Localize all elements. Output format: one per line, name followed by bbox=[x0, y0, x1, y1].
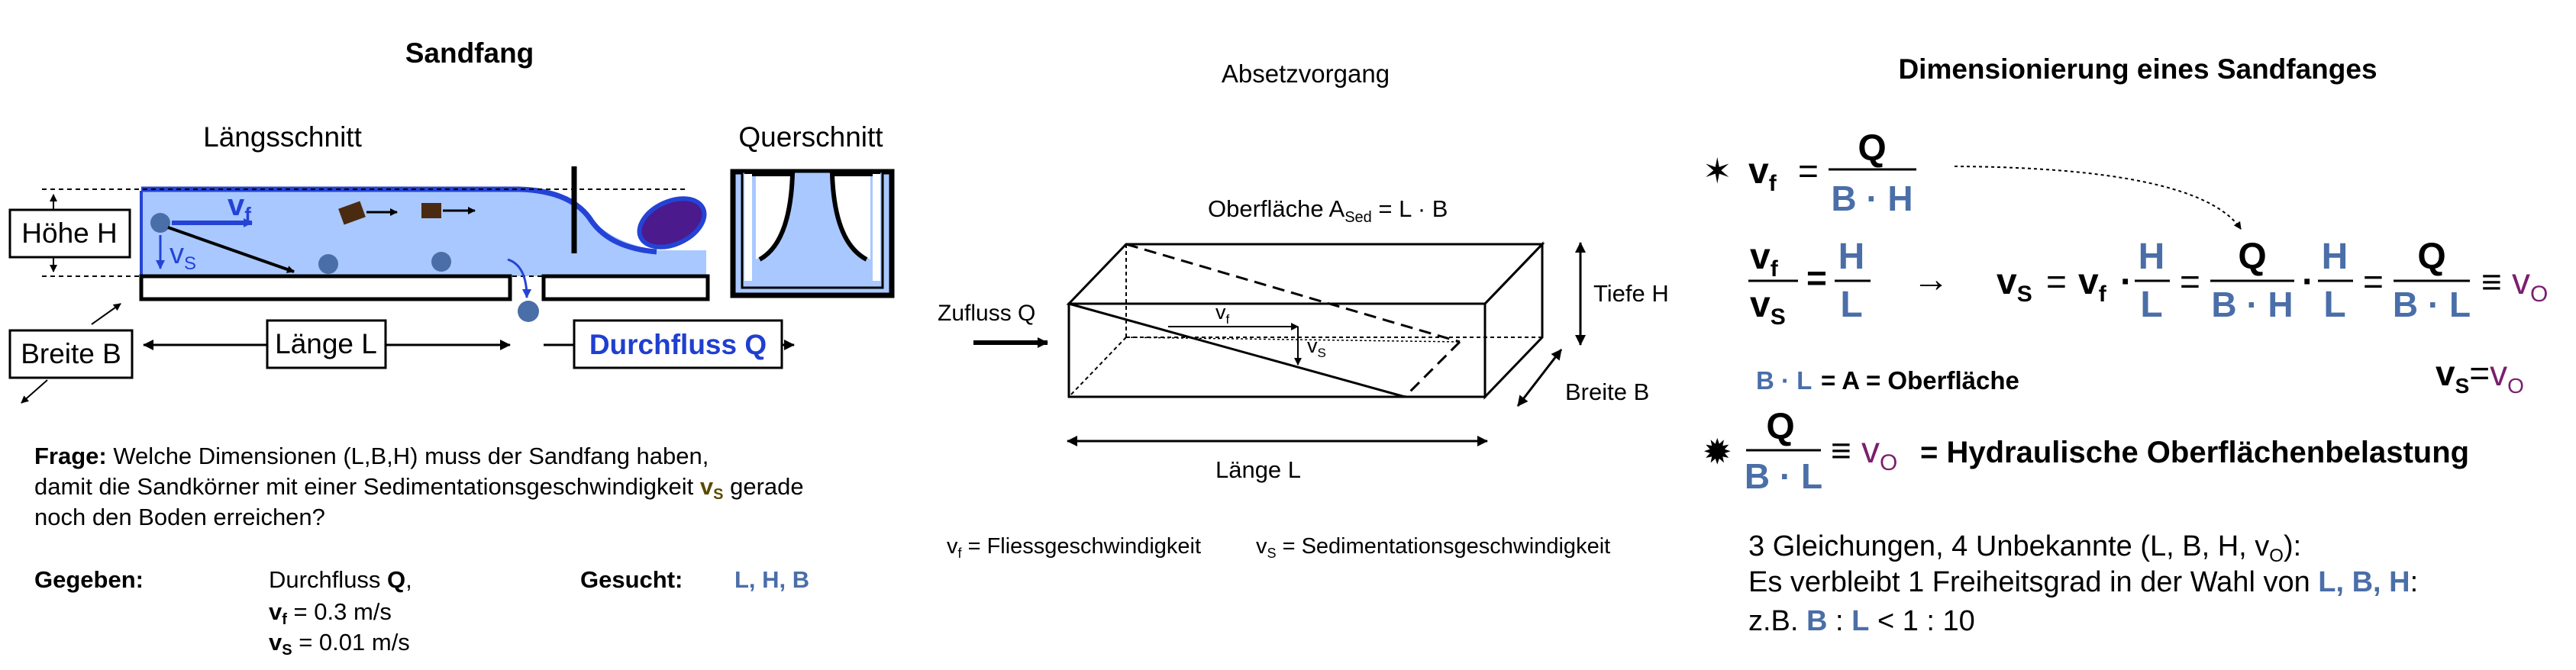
hyd-equiv: ≡ bbox=[1831, 430, 1851, 470]
settling-box bbox=[1069, 244, 1542, 397]
durchfluss-label: Durchfluss Q bbox=[589, 329, 767, 360]
frage-line-1: Frage: Welche Dimensionen (L,B,H) muss der Sandfang haben, bbox=[34, 443, 709, 469]
breite-label: Breite B bbox=[21, 338, 121, 369]
eq-link-curve bbox=[1955, 166, 2241, 229]
particle-4 bbox=[518, 301, 539, 322]
channel-floor-left bbox=[141, 276, 510, 299]
eq1-lhs: $v_f$ bbox=[1748, 151, 1777, 196]
eq3-eq-3: = bbox=[2363, 262, 2384, 301]
eq3-dot-2: · bbox=[2302, 262, 2314, 302]
freedom-line: Es verbleibt 1 Freiheitsgrad in der Wahl von L, B, H: bbox=[1748, 566, 2419, 598]
eq3-Q-1: Q bbox=[2238, 237, 2267, 277]
frage-line-3: noch den Boden erreichen? bbox=[34, 504, 325, 530]
eq3-L-2: L bbox=[2323, 285, 2346, 325]
middle-panel bbox=[938, 60, 1669, 561]
eq3-H-1: H bbox=[2138, 237, 2165, 277]
vs-equals-vo: $v_S=v_O$ bbox=[2436, 353, 2524, 398]
hyd-BL: B · L bbox=[1744, 456, 1823, 496]
eq3-L-1: L bbox=[2140, 285, 2163, 325]
channel-floor-right bbox=[544, 276, 708, 299]
breite-arrow-up bbox=[92, 304, 121, 324]
area-text: = A = Oberfläche bbox=[1821, 366, 2019, 395]
particle-1 bbox=[150, 213, 170, 233]
eq3-BH: B · H bbox=[2211, 285, 2294, 324]
middle-title: Absetzvorgang bbox=[1221, 60, 1390, 88]
laengsschnitt-label: Längsschnitt bbox=[203, 121, 362, 153]
left-title: Sandfang bbox=[405, 37, 534, 69]
right-panel bbox=[1703, 53, 2548, 637]
left-panel bbox=[10, 37, 892, 659]
zufluss-label: Zufluss Q bbox=[938, 301, 1036, 326]
eq3-eq-1: = bbox=[2046, 262, 2067, 301]
tiefe-label: Tiefe H bbox=[1593, 280, 1669, 307]
frage-line-2: damit die Sandkörner mit einer Sedimentationsgeschwindigkeit vS gerade bbox=[34, 473, 804, 503]
hyd-vo: $v_O$ bbox=[1861, 430, 1898, 475]
eq2-L: L bbox=[1840, 285, 1863, 325]
breite-arrow-box bbox=[1518, 349, 1561, 406]
eq3-dot-1: · bbox=[2120, 262, 2132, 302]
eq3-Q-2: Q bbox=[2417, 237, 2446, 277]
gesucht-label: Gesucht: bbox=[580, 566, 683, 593]
given-line-2: vf = 0.3 m/s bbox=[269, 598, 392, 628]
gesucht-value: L, H, B bbox=[734, 566, 810, 593]
given-line-3: vS = 0.01 m/s bbox=[269, 629, 410, 659]
eq3-BL: B · L bbox=[2392, 285, 2471, 324]
unknowns-line: 3 Gleichungen, 4 Unbekannte (L, B, H, $v_O$): bbox=[1748, 530, 2302, 566]
eq3-vs: $v_S$ bbox=[1997, 262, 2032, 307]
cross-section bbox=[733, 172, 892, 295]
eq1-den: B · H bbox=[1831, 179, 1913, 218]
querschnitt-label: Querschnitt bbox=[738, 121, 883, 153]
eq3-equiv: ≡ bbox=[2481, 262, 2502, 301]
gegeben-label: Gegeben: bbox=[34, 566, 144, 593]
eq2-arrow: → bbox=[1913, 259, 1949, 300]
eq3-eq-2: = bbox=[2180, 262, 2200, 301]
hyd-Q: Q bbox=[1766, 407, 1795, 447]
bullet-2: ✹ bbox=[1703, 432, 1732, 472]
vs-label-box: $v_S$ bbox=[1307, 334, 1326, 360]
laenge-label: Länge L bbox=[275, 328, 377, 359]
sludge-blob bbox=[631, 189, 712, 257]
example-line: z.B. B : L < 1 : 10 bbox=[1748, 605, 1975, 637]
oberflaeche-label: Oberfläche $A_{Sed} = L \cdot B$ bbox=[1208, 195, 1448, 226]
given-line-1: Durchfluss Q, bbox=[269, 566, 412, 593]
vf-label: $v_f$ bbox=[228, 188, 251, 226]
breite-label-box: Breite B bbox=[1565, 378, 1650, 405]
vs-label: $v_S$ bbox=[169, 238, 197, 274]
particle-3 bbox=[431, 252, 451, 272]
laenge-label-box: Länge L bbox=[1215, 456, 1302, 483]
legend-vs: $v_S$ = Sedimentationsgeschwindigkeit bbox=[1256, 534, 1611, 561]
water-body bbox=[141, 189, 706, 276]
particle-2 bbox=[318, 254, 338, 274]
eq1-num: Q bbox=[1858, 128, 1887, 169]
eq2-num-v: $v_f$ bbox=[1750, 237, 1778, 282]
vf-label-box: $v_f$ bbox=[1215, 301, 1230, 327]
area-bl: B · L bbox=[1756, 366, 1813, 395]
right-title: Dimensionierung eines Sandfanges bbox=[1898, 53, 2377, 85]
eq3-vf: $v_f$ bbox=[2078, 262, 2106, 307]
eq1-equals: = bbox=[1798, 151, 1819, 191]
eq2-equals: = bbox=[1806, 258, 1827, 298]
debris-2 bbox=[421, 203, 441, 218]
eq2-den-v: $v_S$ bbox=[1750, 285, 1786, 330]
breite-arrow-down bbox=[21, 380, 47, 403]
hoehe-label: Höhe H bbox=[21, 217, 118, 249]
hyd-text: = Hydraulische Oberflächenbelastung bbox=[1920, 436, 2470, 469]
eq3-vo: $v_O$ bbox=[2512, 262, 2549, 307]
eq2-H: H bbox=[1838, 237, 1865, 277]
bullet-1: ✶ bbox=[1703, 151, 1732, 191]
legend-vf: $v_f$ = Fliessgeschwindigkeit bbox=[947, 534, 1202, 561]
eq3-H-2: H bbox=[2321, 237, 2348, 277]
